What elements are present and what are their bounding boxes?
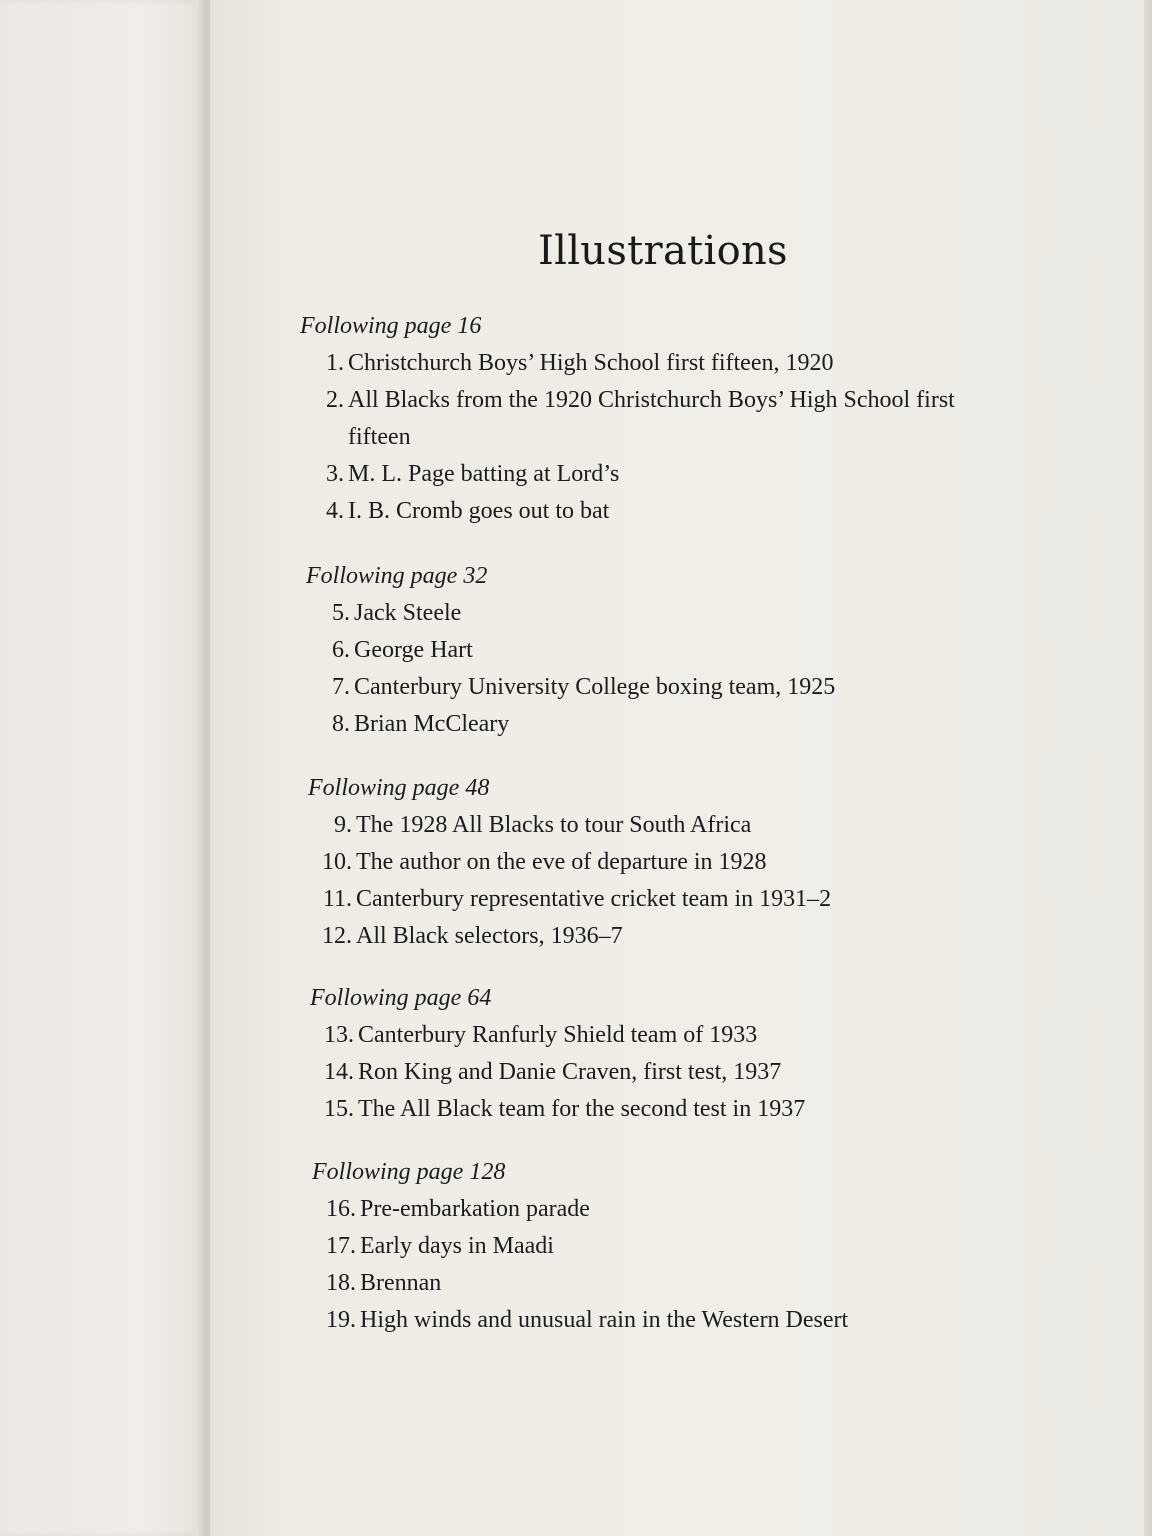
list-item [308, 881, 1008, 918]
item-number: 10. [322, 849, 352, 875]
section-heading: Following page 48 [308, 775, 490, 801]
section-heading: Following page 64 [310, 985, 492, 1011]
item-caption: Brian McCleary [354, 711, 510, 737]
illustration-list [312, 1191, 1012, 1339]
item-number: 14. [324, 1059, 354, 1085]
item-number: 3. [326, 461, 344, 487]
item-number: 16. [326, 1196, 356, 1222]
list-item [310, 1017, 1010, 1054]
item-caption: The All Black team for the second test in 1937 [358, 1096, 806, 1122]
item-number: 13. [324, 1022, 354, 1048]
illustration-list [310, 1017, 1010, 1128]
list-item [306, 595, 1006, 632]
list-item [300, 382, 1000, 456]
list-item [306, 632, 1006, 669]
illustration-list [300, 345, 1000, 530]
item-number: 18. [326, 1270, 356, 1296]
item-number: 11. [322, 886, 352, 912]
section-following-page-48 [308, 770, 1008, 955]
item-number: 17. [326, 1233, 356, 1259]
section-following-page-32 [306, 558, 1006, 743]
list-item [306, 669, 1006, 706]
illustration-list [306, 595, 1006, 743]
list-item [312, 1228, 1012, 1265]
section-following-page-64 [310, 980, 1010, 1128]
item-caption: Canterbury University College boxing team, 1925 [354, 674, 836, 700]
item-caption: High winds and unusual rain in the Western Desert [360, 1307, 849, 1333]
section-heading: Following page 32 [306, 563, 488, 589]
item-caption: Canterbury representative cricket team in 1931–2 [356, 886, 832, 912]
list-item [300, 345, 1000, 382]
item-number: 4. [326, 498, 344, 524]
item-number: 19. [326, 1307, 356, 1333]
item-number: 7. [332, 674, 350, 700]
item-caption: Canterbury Ranfurly Shield team of 1933 [358, 1022, 758, 1048]
item-caption: The 1928 All Blacks to tour South Africa [356, 812, 752, 838]
list-item [306, 706, 1006, 743]
item-caption: Brennan [360, 1270, 442, 1296]
item-caption: All Blacks from the 1920 Christchurch Boys’ High School first fifteen [348, 387, 955, 450]
item-caption: Christchurch Boys’ High School first fifteen, 1920 [348, 350, 834, 376]
item-caption: Jack Steele [354, 600, 462, 626]
item-caption: M. L. Page batting at Lord’s [348, 461, 620, 487]
item-number: 12. [322, 923, 352, 949]
item-number: 6. [332, 637, 350, 663]
list-item [300, 456, 1000, 493]
item-number: 9. [334, 812, 352, 838]
item-caption: Early days in Maadi [360, 1233, 554, 1259]
page-title: Illustrations [538, 228, 788, 274]
item-caption: Pre-embarkation parade [360, 1196, 590, 1222]
item-caption: Ron King and Danie Craven, first test, 1937 [358, 1059, 782, 1085]
section-following-page-128 [312, 1154, 1012, 1339]
list-item [310, 1054, 1010, 1091]
list-item [312, 1191, 1012, 1228]
section-heading: Following page 128 [312, 1159, 506, 1185]
list-item [308, 844, 1008, 881]
left-page [0, 0, 205, 1536]
illustration-list [308, 807, 1008, 955]
list-item [308, 918, 1008, 955]
list-item [308, 807, 1008, 844]
list-item [300, 493, 1000, 530]
item-number: 15. [324, 1096, 354, 1122]
section-following-page-16 [300, 308, 1000, 530]
item-caption: I. B. Cromb goes out to bat [348, 498, 610, 524]
page-edge [1144, 0, 1152, 1536]
item-number: 8. [332, 711, 350, 737]
item-number: 2. [326, 387, 344, 413]
item-number: 5. [332, 600, 350, 626]
list-item [312, 1302, 1012, 1339]
item-caption: All Black selectors, 1936–7 [356, 923, 623, 949]
item-number: 1. [326, 350, 344, 376]
item-caption: The author on the eve of departure in 1928 [356, 849, 767, 875]
section-heading: Following page 16 [300, 313, 482, 339]
item-caption: George Hart [354, 637, 473, 663]
list-item [310, 1091, 1010, 1128]
list-item [312, 1265, 1012, 1302]
